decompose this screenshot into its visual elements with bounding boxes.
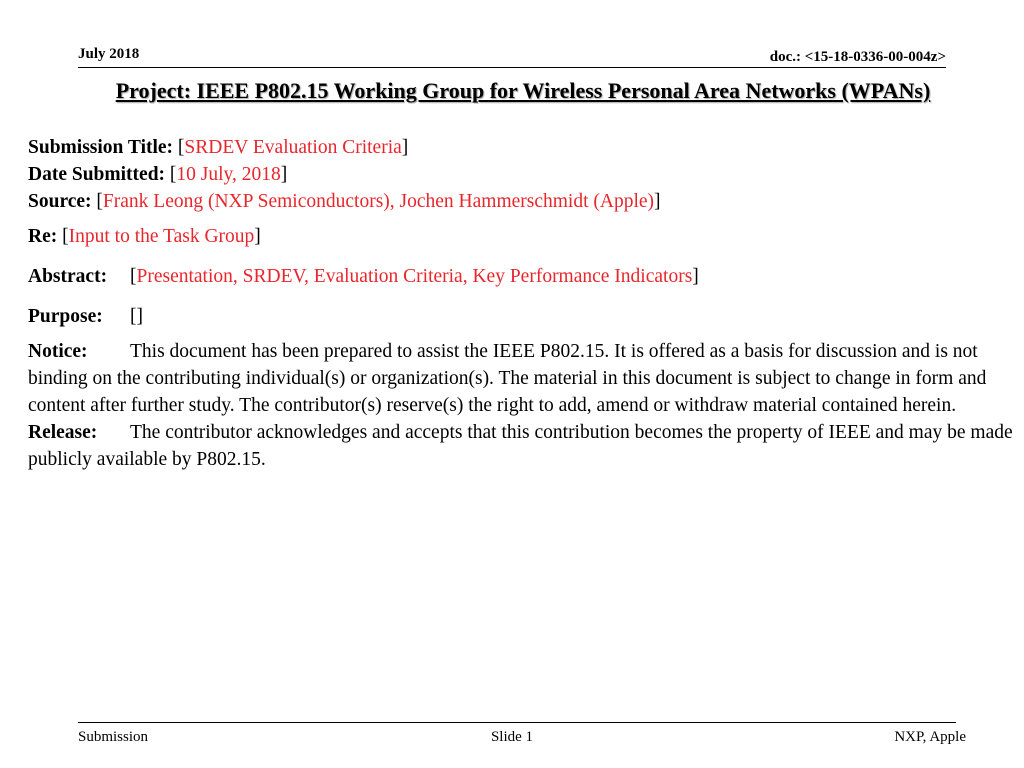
date-submitted-value: 10 July, 2018 [176, 164, 281, 185]
notice-text: This document has been prepared to assist the IEEE P802.15. It is offered as a basis for discussion and is not binding on the contributing individual(s) or organization(s). The material in this document is subject to change in form and content after further study. The contributor(s) reserve(s) the right to add, amend or withdraw material contained herein. [28, 341, 987, 416]
submission-title-row: Submission Title: [SRDEV Evaluation Criteria] [28, 137, 409, 158]
date-submitted-label: Date Submitted: [28, 164, 166, 185]
release-paragraph [28, 419, 1018, 473]
purpose-row [28, 303, 1018, 330]
abstract-value: Presentation, SRDEV, Evaluation Criteria, Key Performance Indicators [136, 266, 693, 287]
abstract-label: Abstract: [28, 266, 108, 287]
release-text: The contributor acknowledges and accepts that this contribution becomes the property of IEEE and may be made publicly available by P802.15. [28, 422, 1013, 470]
submission-title-label: Submission Title: [28, 137, 174, 158]
header-date: July 2018 [78, 46, 140, 62]
footer-submission: Submission [78, 729, 149, 745]
footer-slide-number: Slide 1 [490, 729, 534, 745]
date-submitted-row: Date Submitted: [10 July, 2018] [28, 164, 288, 185]
project-title: Project: IEEE P802.15 Working Group for Wireless Personal Area Networks (WPANs) [115, 78, 931, 103]
header-divider [78, 67, 946, 68]
re-value: Input to the Task Group [68, 226, 255, 247]
submission-title-value: SRDEV Evaluation Criteria [184, 137, 402, 158]
release-label: Release: [28, 422, 98, 443]
source-row: Source: [Frank Leong (NXP Semiconductors), Jochen Hammerschmidt (Apple)] [28, 191, 661, 212]
abstract-row: Abstract: [Presentation, SRDEV, Evaluation Criteria, Key Performance Indicators] [28, 263, 1018, 290]
purpose-value: [] [130, 306, 143, 327]
header-doc-number: doc.: <15-18-0336-00-004z> [769, 49, 946, 65]
slide-content [28, 134, 1018, 473]
notice-label: Notice: [28, 341, 88, 362]
notice-paragraph [28, 338, 1018, 419]
footer-affiliation: NXP, Apple [894, 729, 966, 745]
source-label: Source: [28, 191, 92, 212]
source-value: Frank Leong (NXP Semiconductors), Jochen Hammerschmidt (Apple) [102, 191, 655, 212]
purpose-label: Purpose: [28, 306, 103, 327]
re-row: Re: [Input to the Task Group] [28, 226, 261, 247]
footer-divider [78, 722, 956, 723]
re-label: Re: [28, 226, 58, 247]
